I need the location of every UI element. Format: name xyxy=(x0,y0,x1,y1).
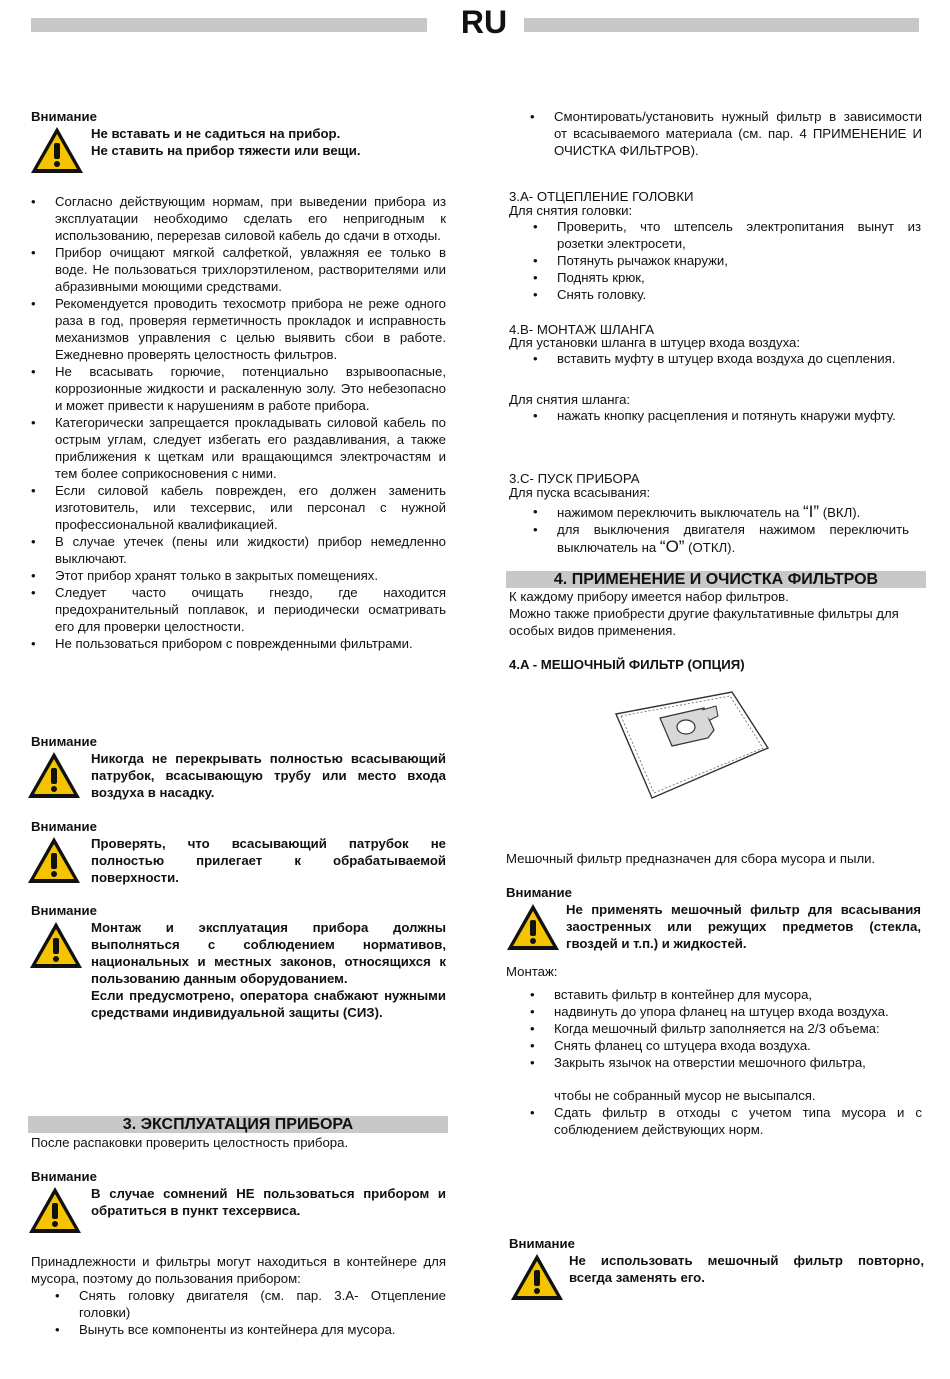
switch-symbol: “O” xyxy=(659,537,685,556)
filter-install-list xyxy=(506,108,922,159)
subsection-intro: Для снятия головки: xyxy=(509,203,633,218)
list-item: • В случае утечек (пены или жидкости) прибор немедленно выключают. xyxy=(31,533,446,567)
warning-text xyxy=(91,125,446,159)
item-text: для выключения двигателя нажимом переключить выключатель на xyxy=(557,522,909,555)
list-item: • нажать кнопку расцепления и потянуть кнаружи муфту. xyxy=(509,407,921,424)
subsection-title: 3.C- ПУСК ПРИБОРА xyxy=(509,471,640,486)
warning-text: Не использовать мешочный фильтр повторно, всегда заменять его. xyxy=(569,1253,924,1285)
warning-triangle-icon xyxy=(26,750,82,800)
list-item: • надвинуть до упора фланец на штуцер входа воздуха. xyxy=(506,1003,922,1020)
list-item: • Если силовой кабель поврежден, его должен заменить изготовитель, или техсервис, или персонал с нужной профессиональной квалификацией. xyxy=(31,482,446,533)
list-item: • Вынуть все компоненты из контейнера для мусора. xyxy=(31,1321,446,1338)
list-item xyxy=(509,521,909,556)
warning-line: Не ставить на прибор тяжести или вещи. xyxy=(91,143,361,158)
item-text: (ВКЛ). xyxy=(819,505,861,520)
subsection-title: 3.A- ОТЦЕПЛЕНИЕ ГОЛОВКИ xyxy=(509,189,694,204)
safety-list xyxy=(31,193,446,652)
mount-label: Монтаж: xyxy=(506,964,558,979)
switch-symbol: “I” xyxy=(803,502,820,521)
warning-text: Проверять, что всасывающий патрубок не полностью прилегает к обрабатываемой поверхности. xyxy=(91,836,446,885)
list-item: • Не всасывать горючие, потенциально взрывоопасные, коррозионные жидкости и раскаленную золу. Это небезопасно и может привести к нарушениям в работе прибора. xyxy=(31,363,446,414)
accessories-intro: Принадлежности и фильтры могут находиться в контейнере для мусора, поэтому до пользования прибором: xyxy=(31,1254,446,1286)
list-item: • Не пользоваться прибором с поврежденными фильтрами. xyxy=(31,635,446,652)
warning-triangle-icon xyxy=(29,125,85,175)
mount-list xyxy=(506,1104,922,1138)
list-item: • Сдать фильтр в отходы с учетом типа мусора и с соблюдением действующих норм. xyxy=(506,1104,922,1138)
head-removal-list xyxy=(509,218,921,303)
list-item: • Прибор очищают мягкой салфеткой, увлажняя ее только в воде. Не пользоваться трихлорэтиленом, растворителями или абразивными моющими средствами. xyxy=(31,244,446,295)
hose-install-list xyxy=(509,350,921,367)
list-item: • Следует часто очищать гнездо, где находится предохранительный поплавок, и периодически осматривать его для проверки целостности. xyxy=(31,584,446,635)
list-item: • Закрыть язычок на отверстии мешочного фильтра, xyxy=(506,1054,922,1071)
warning-label: Внимание xyxy=(31,903,97,918)
hose-removal-list xyxy=(509,407,921,424)
warning-triangle-icon xyxy=(509,1252,565,1302)
subsection-intro: Для установки шланга в штуцер входа воздуха: xyxy=(509,335,801,350)
language-code: RU xyxy=(460,4,508,40)
section-paragraph: Можно также приобрести другие факультативные фильтры для особых видов применения. xyxy=(509,606,899,638)
header-bar-right xyxy=(524,18,919,32)
warning-triangle-icon xyxy=(27,1185,83,1235)
warning-text: Никогда не перекрывать полностью всасывающий патрубок, всасывающую трубу или место входа воздуха в насадку. xyxy=(91,751,446,800)
list-item: • Согласно действующим нормам, при выведении прибора из эксплуатации необходимо сделать его непригодным к использованию, перерезав силовой кабель до сдачи в отходы. xyxy=(31,193,446,244)
warning-label: Внимание xyxy=(31,734,97,749)
warning-label: Внимание xyxy=(31,819,97,834)
warning-label: Внимание xyxy=(506,885,572,900)
list-item: • Снять головку. xyxy=(509,286,921,303)
list-item: • Рекомендуется проводить техосмотр прибора не реже одного раза в год, проверяя герметичность прокладок и исправность механизмов управления с целью выявить сбои в работе. Ежедневно проверять целостность фильтров. xyxy=(31,295,446,363)
subsection-title: 4.A - МЕШОЧНЫЙ ФИЛЬТР (ОПЦИЯ) xyxy=(509,657,745,672)
warning-label: Внимание xyxy=(31,1169,97,1184)
section-paragraph: К каждому прибору имеется набор фильтров. xyxy=(509,589,789,604)
warning-text xyxy=(91,919,446,1021)
warning-text: В случае сомнений НЕ пользоваться прибором и обратиться в пункт техсервиса. xyxy=(91,1186,446,1218)
subsection-intro: Для снятия шланга: xyxy=(509,392,631,407)
warning-triangle-icon xyxy=(26,835,82,885)
accessories-list xyxy=(31,1287,446,1338)
item-text: (ОТКЛ). xyxy=(684,540,736,555)
start-list xyxy=(509,503,909,556)
section-heading: 3. ЭКСПЛУАТАЦИЯ ПРИБОРА xyxy=(28,1116,448,1133)
list-item: • Потянуть рычажок кнаружи, xyxy=(509,252,921,269)
list-item: • вставить муфту в штуцер входа воздуха до сцепления. xyxy=(509,350,921,367)
list-item: • Снять фланец со штуцера входа воздуха. xyxy=(506,1037,922,1054)
warning-text: Не применять мешочный фильтр для всасывания заостренных или режущих предметов (стекла, гвоздей и т.п.) и жидкостей. xyxy=(566,902,921,951)
warning-paragraph: Монтаж и эксплуатация прибора должны выполняться с соблюдением нормативов, национальных и местных законов, относящихся к пользованию данным оборудованием. xyxy=(91,920,446,986)
list-item: • Этот прибор хранят только в закрытых помещениях. xyxy=(31,567,446,584)
subsection-intro: Для пуска всасывания: xyxy=(509,485,651,500)
bag-filter-illustration xyxy=(612,686,772,804)
warning-label: Внимание xyxy=(31,109,97,124)
list-item: • Поднять крюк, xyxy=(509,269,921,286)
list-item: • Снять головку двигателя (см. пар. 3.A- Отцепление головки) xyxy=(31,1287,446,1321)
warning-triangle-icon xyxy=(28,920,84,970)
list-item: • Категорически запрещается прокладывать силовой кабель по острым углам, следует избегать его раздавливания, а также приближения к щеткам или вращающимся электрочастям и тем более соприкосновения с ними. xyxy=(31,414,446,482)
header-bar-left xyxy=(31,18,427,32)
list-item: • вставить фильтр в контейнер для мусора, xyxy=(506,986,922,1003)
warning-paragraph: Если предусмотрено, оператора снабжают нужными средствами индивидуальной защиты (СИЗ). xyxy=(91,988,446,1020)
bag-filter-description: Мешочный фильтр предназначен для сбора мусора и пыли. xyxy=(506,851,876,866)
section-heading: 4. ПРИМЕНЕНИЕ И ОЧИСТКА ФИЛЬТРОВ xyxy=(506,571,926,588)
warning-label: Внимание xyxy=(509,1236,575,1251)
list-item: • Смонтировать/установить нужный фильтр в зависимости от всасываемого материала (см. пар. 4 ПРИМЕНЕНИЕ И ОЧИСТКА ФИЛЬТРОВ). xyxy=(506,108,922,159)
mount-continuation: чтобы не собранный мусор не высыпался. xyxy=(554,1088,816,1103)
item-text: нажимом переключить выключатель на xyxy=(557,505,804,520)
list-item: • Проверить, что штепсель электропитания вынут из розетки электросети, xyxy=(509,218,921,252)
subsection-title: 4.B- МОНТАЖ ШЛАНГА xyxy=(509,322,654,337)
list-item xyxy=(509,503,909,521)
list-item: • Когда мешочный фильтр заполняется на 2/3 объема: xyxy=(506,1020,922,1037)
warning-line: Не вставать и не садиться на прибор. xyxy=(91,126,341,141)
section-intro: После распаковки проверить целостность прибора. xyxy=(31,1135,349,1150)
warning-triangle-icon xyxy=(505,902,561,952)
mount-list xyxy=(506,986,922,1071)
